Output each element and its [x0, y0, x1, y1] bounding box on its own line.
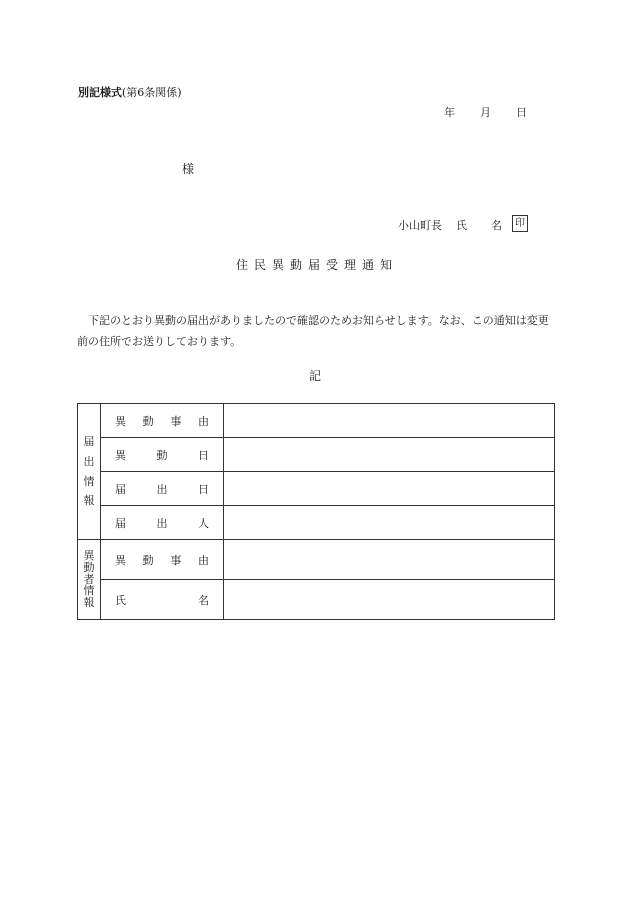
- row-label-cell: [101, 580, 224, 620]
- sender-name-label-shi: 氏: [456, 219, 467, 232]
- notice-table: [77, 403, 555, 620]
- group-label-cell: [78, 540, 101, 620]
- row-label-char: 届: [115, 482, 126, 496]
- form-label: [78, 84, 182, 100]
- group-label-char: 出: [83, 454, 95, 468]
- document-title: 住民異動届受理通知: [235, 258, 398, 272]
- table-row: [78, 506, 555, 540]
- group-label-char: 情: [83, 474, 95, 488]
- group-label-char: 者: [83, 572, 95, 586]
- row-label-cell: [101, 506, 224, 540]
- group-label-char: 動: [83, 560, 95, 574]
- table-row: [78, 540, 555, 580]
- group-label-char: 報: [83, 494, 95, 508]
- row-label-char: 由: [197, 414, 209, 428]
- row-label-char: 事: [170, 414, 182, 428]
- group-label-vertical: [84, 550, 95, 608]
- row-label: [115, 447, 209, 463]
- row-label-cell: [101, 540, 224, 580]
- row-label-char: 出: [156, 482, 168, 496]
- row-label-char: 届: [115, 516, 126, 530]
- row-value-cell[interactable]: [224, 506, 555, 540]
- table-row: [78, 580, 555, 620]
- row-label-char: 日: [198, 448, 209, 462]
- row-label-char: 異: [115, 414, 126, 428]
- row-label-cell: [101, 472, 224, 506]
- row-label: [115, 515, 209, 531]
- row-value-cell[interactable]: [224, 438, 555, 472]
- form-label-article: (第6条関係): [122, 86, 182, 99]
- row-value-cell[interactable]: [224, 580, 555, 620]
- group-label-cell: [78, 404, 101, 540]
- row-label: [115, 552, 209, 568]
- seal-mark: 印: [512, 215, 528, 232]
- row-label-char: 出: [156, 516, 168, 530]
- row-value-cell[interactable]: [224, 540, 555, 580]
- sender-title: 小山町長: [398, 219, 442, 232]
- group-label-vertical: [84, 428, 95, 514]
- row-label-char: 動: [142, 553, 154, 567]
- row-label-cell: [101, 404, 224, 438]
- row-label-char: 日: [198, 482, 209, 496]
- group-label-char: 異: [83, 549, 95, 563]
- row-value-cell[interactable]: [224, 472, 555, 506]
- document-body: 下記のとおり異動の届出がありましたので確認のためお知らせします。なお、この通知は変更前の住所でお送りしております。: [77, 314, 549, 348]
- row-label-char: 名: [198, 593, 209, 607]
- sender-name-label-mei: 名: [491, 219, 502, 232]
- date-year-label: 年: [444, 106, 455, 119]
- row-label: [115, 413, 209, 429]
- row-label-char: 由: [197, 553, 209, 567]
- ki-heading: 記: [308, 369, 321, 383]
- group-label-char: 情: [83, 584, 95, 598]
- row-label-char: 人: [198, 516, 209, 530]
- row-label-cell: [101, 438, 224, 472]
- row-label-char: 氏: [115, 593, 126, 607]
- row-label-char: 動: [156, 448, 168, 462]
- row-label-char: 動: [142, 414, 154, 428]
- table-row: [78, 438, 555, 472]
- form-label-bold: 別記様式: [78, 86, 122, 99]
- addressee-honorific: 様: [182, 162, 195, 176]
- table-row: [78, 404, 555, 438]
- date-day-label: 日: [516, 106, 527, 119]
- row-label-char: 事: [170, 553, 182, 567]
- row-label-char: 異: [115, 448, 126, 462]
- row-label: [115, 481, 209, 497]
- table-row: [78, 472, 555, 506]
- row-value-cell[interactable]: [224, 404, 555, 438]
- date-month-label: 月: [480, 106, 491, 119]
- group-label-char: 報: [83, 595, 95, 609]
- row-label-char: 異: [115, 553, 126, 567]
- row-label: [115, 592, 209, 608]
- group-label-char: 届: [83, 435, 95, 449]
